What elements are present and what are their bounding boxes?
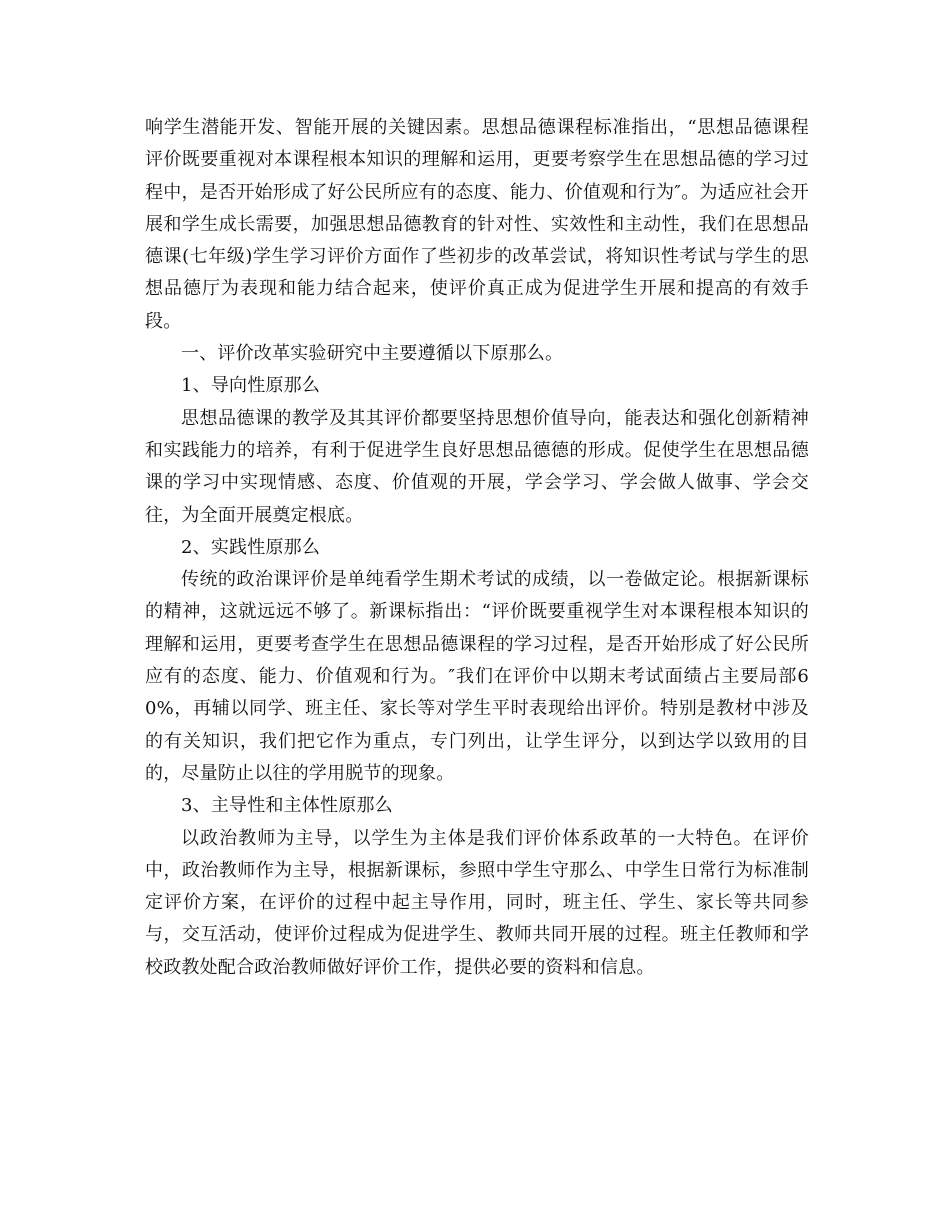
subheading-practice-principle: 2、实践性原那么 xyxy=(181,536,321,558)
subheading-guidance-principle: 1、导向性原那么 xyxy=(181,375,321,397)
document-page xyxy=(145,112,809,984)
paragraph-intro-continuation: 响学生潜能开发、智能开展的关键因素。思想品德课程标准指出，“思想品德课程评价既要重视对本课程根本知识的理解和运用，更要考察学生在思想品德的学习过程中，是否开始形成了好公民所应有的态度、能力、价值观和行为″。为适应社会开展和学生成长需要，加强思想品德教育的针对性、实效性和主动性，我们在思想品德课(七年级)学生学习评价方面作了些初步的改革尝试，将知识性考试与学生的思想品德厅为表现和能力结合起来，使评价真正成为促进学生开展和提高的有效手段。 xyxy=(145,117,809,332)
paragraph-guidance-principle: 思想品德课的教学及其其评价都要坚持思想价值导向，能表达和强化创新精神和实践能力的培养，有利于促进学生良好思想品德德的形成。促使学生在思想品德课的学习中实现情感、态度、价值观的开展，学会学习、学会做人做事、学会交往，为全面开展奠定根底。 xyxy=(145,407,809,526)
paragraph-leading-subject-principle: 以政治教师为主导，以学生为主体是我们评价体系政革的一大特色。在评价中，政治教师作为主导，根据新课标，参照中学生守那么、中学生日常行为标准制定评价方案，在评价的过程中起主导作用，同时，班主任、学生、家长等共同参与，交互活动，使评价过程成为促进学生、教师共同开展的过程。班主任教师和学校政教处配合政治教师做好评价工作，提供必要的资料和信息。 xyxy=(145,827,809,978)
subheading-leading-subject-principle: 3、主导性和主体性原那么 xyxy=(181,795,393,817)
heading-section-1: 一、评价改革实验研究中主要遵循以下原那么。 xyxy=(181,343,564,365)
paragraph-practice-principle: 传统的政治课评价是单纯看学生期术考试的成绩，以一卷做定论。根据新课标的精神，这就远远不够了。新课标指出：“评价既要重视学生对本课程根本知识的理解和运用，更要考查学生在思想品德课程的学习过程，是否开始形成了好公民所应有的态度、能力、价值观和行为。″我们在评价中以期末考试面绩占主要局部60%，再辅以同学、班主任、家长等对学生平时表现给出评价。特别是教材中涉及的有关知识，我们把它作为重点，专门列出，让学生评分，以到达学以致用的目的，尽量防止以往的学用脱节的现象。 xyxy=(145,569,809,784)
